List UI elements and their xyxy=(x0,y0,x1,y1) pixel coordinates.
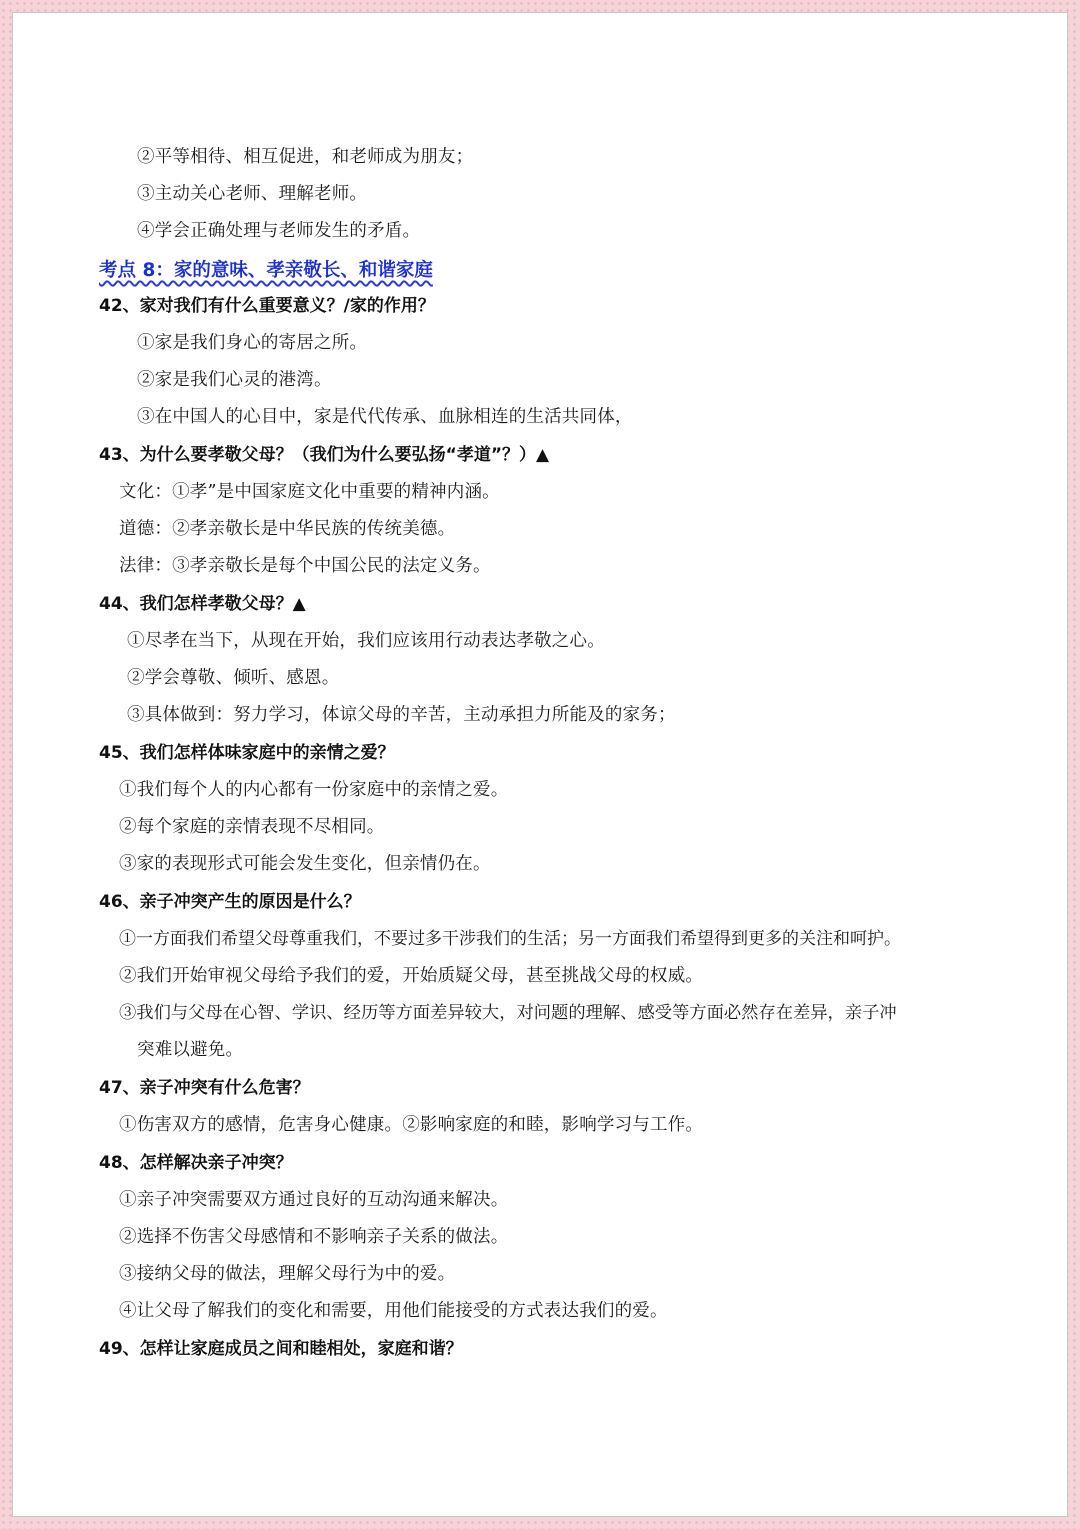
answer-item: ①家是我们身心的寄居之所。 xyxy=(137,333,368,353)
answer-item: ①我们每个人的内心都有一份家庭中的亲情之爱。 xyxy=(119,780,509,800)
answer-item: ③家的表现形式可能会发生变化，但亲情仍在。 xyxy=(119,854,491,874)
question-title: 45、我们怎样体味家庭中的亲情之爱？ xyxy=(99,743,395,763)
answer-item: ①尽孝在当下，从现在开始，我们应该用行动表达孝敬之心。 xyxy=(127,631,605,651)
answer-item: ③我们与父母在心智、学识、经历等方面差异较大，对问题的理解、感受等方面必然存在差异，亲子冲 xyxy=(119,1003,897,1023)
text-line: ③主动关心老师、理解老师。 xyxy=(137,184,368,204)
answer-item: ③具体做到：努力学习，体谅父母的辛苦，主动承担力所能及的家务； xyxy=(127,705,676,725)
answer-item: ③在中国人的心目中，家是代代传承、血脉相连的生活共同体， xyxy=(137,407,633,427)
answer-item: 道德：②孝亲敬长是中华民族的传统美德。 xyxy=(119,519,456,539)
question-title: 43、为什么要孝敬父母？（我们为什么要弘扬“孝道”？）▲ xyxy=(99,445,550,465)
answer-item: ②每个家庭的亲情表现不尽相同。 xyxy=(119,817,385,837)
answer-item: 法律：③孝亲敬长是每个中国公民的法定义务。 xyxy=(119,556,491,576)
answer-item: ④让父母了解我们的变化和需要，用他们能接受的方式表达我们的爱。 xyxy=(119,1301,668,1321)
text-line: ④学会正确处理与老师发生的矛盾。 xyxy=(137,221,421,241)
answer-item: ①一方面我们希望父母尊重我们，不要过多干涉我们的生活；另一方面我们希望得到更多的关注和呵护。 xyxy=(119,929,901,949)
question-title: 42、家对我们有什么重要意义？/家的作用？ xyxy=(99,296,435,316)
answer-item: ①亲子冲突需要双方通过良好的互动沟通来解决。 xyxy=(119,1190,509,1210)
text-line: ②平等相待、相互促进，和老师成为朋友； xyxy=(137,147,474,167)
document-page xyxy=(12,12,1068,1517)
answer-item: ③接纳父母的做法，理解父母行为中的爱。 xyxy=(119,1264,456,1284)
answer-item: 文化：①孝”是中国家庭文化中重要的精神内涵。 xyxy=(119,482,500,502)
question-title: 44、我们怎样孝敬父母？▲ xyxy=(99,594,306,614)
answer-item: ②家是我们心灵的港湾。 xyxy=(137,370,332,390)
question-title: 46、亲子冲突产生的原因是什么？ xyxy=(99,892,361,912)
question-title: 49、怎样让家庭成员之间和睦相处，家庭和谐？ xyxy=(99,1339,463,1359)
answer-item: ②学会尊敬、倾听、感恩。 xyxy=(127,668,340,688)
answer-item-continued: 突难以避免。 xyxy=(137,1040,244,1060)
question-title: 48、怎样解决亲子冲突？ xyxy=(99,1153,293,1173)
question-title: 47、亲子冲突有什么危害？ xyxy=(99,1078,310,1098)
answer-item: ②我们开始审视父母给予我们的爱，开始质疑父母，甚至挑战父母的权威。 xyxy=(119,966,704,986)
answer-item: ①伤害双方的感情，危害身心健康。②影响家庭的和睦，影响学习与工作。 xyxy=(119,1115,704,1135)
answer-item: ②选择不伤害父母感情和不影响亲子关系的做法。 xyxy=(119,1227,509,1247)
section-heading: 考点 8：家的意味、孝亲敬长、和谐家庭 xyxy=(99,260,433,281)
